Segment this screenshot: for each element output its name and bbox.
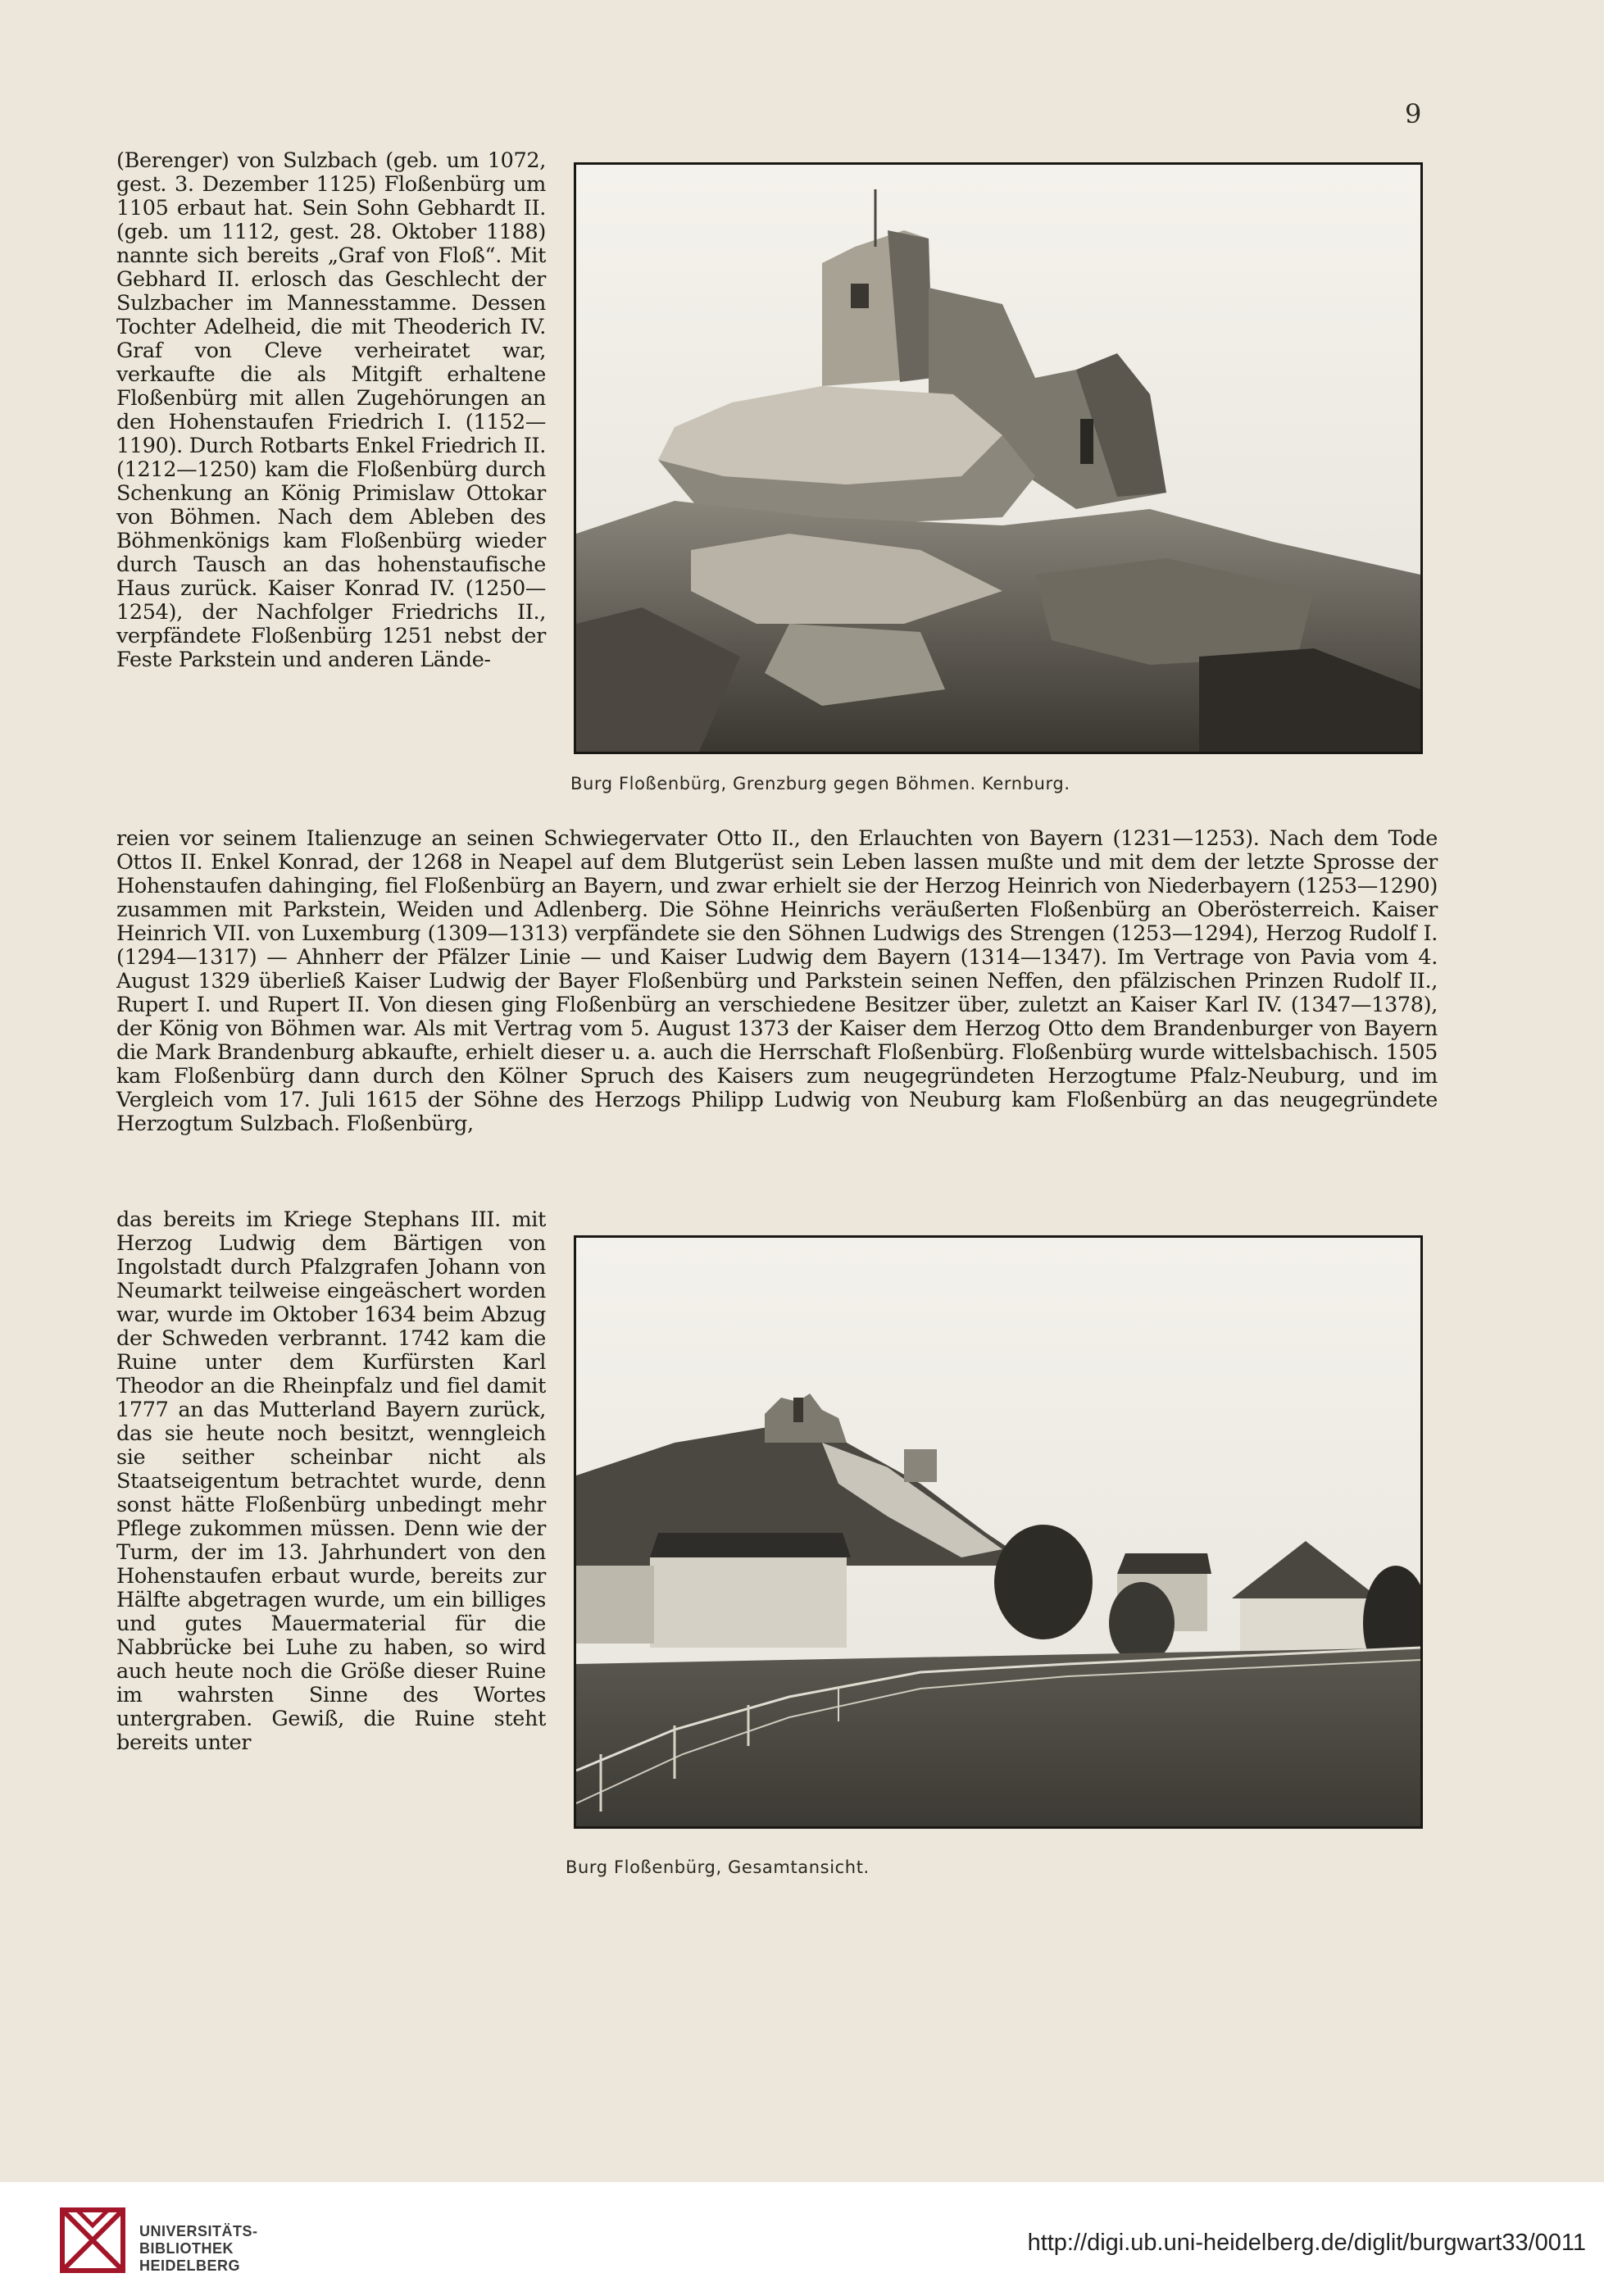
- source-url-link[interactable]: http://digi.ub.uni-heidelberg.de/diglit/burgwart33/0011: [1027, 2230, 1586, 2256]
- university-library-logo-icon: [57, 2205, 128, 2276]
- body-text-full-width: [116, 827, 1438, 1136]
- library-name-line: HEIDELBERG: [139, 2257, 241, 2274]
- photo-castle-keep: [574, 162, 1423, 754]
- figure-caption: Burg Floßenbürg, Gesamtansicht.: [566, 1857, 870, 1877]
- library-name: [139, 2223, 258, 2275]
- body-paragraph: reien vor seinem Italienzuge an seinen Schwiegervater Otto II., den Erlauchten von Bayern (1231—1253). Nach dem Tode Ottos II. Enkel Konrad, der 1268 in Neapel auf dem Blutgerüst sein Leben lassen mußte und mit dem der letzte Sprosse der Hohenstaufen dahinging, fiel Floßenbürg an Bayern, und zwar erhielt sie der Herzog Heinrich von Niederbayern (1253—1290) zusammen mit Parkstein, Weiden und Adlenberg. Die Söhne Heinrichs veräußerten Floßenbürg an Oberösterreich. Kaiser Heinrich VII. von Luxemburg (1309—1313) verpfändete sie den Söhnen Ludwigs des Strengen (1253—1294), Herzog Rudolf I. (1294—1317) — Ahnherr der Pfälzer Linie — und Kaiser Ludwig dem Bayern (1314—1347). Im Vertrage von Pavia vom 4. August 1329 überließ Kaiser Ludwig der Bayer Floßenbürg und Parkstein seinen Neffen, den pfälzischen Prinzen Rudolf II., Rupert I. und Rupert II. Von diesen ging Floßenbürg an verschiedene Besitzer über, zuletzt an Kaiser Karl IV. (1347—1378), der König von Böhmen war. Als mit Vertrag vom 5. August 1373 der Kaiser dem Herzog Otto dem Brandenburger von Bayern die Mark Brandenburg abkaufte, erhielt dieser u. a. auch die Herrschaft Floßenbürg. Floßenbürg wurde wittelsbachisch. 1505 kam Floßenbürg dann durch den Kölner Spruch des Kaisers zum neugegründeten Herzogtume Pfalz-Neuburg, und im Vergleich vom 17. Juli 1615 der Söhne des Herzogs Philipp Ludwig von Neuburg kam Floßenbürg an das neugegründete Herzogtum Sulzbach. Floßenbürg,: [116, 826, 1438, 1136]
- library-name-line: BIBLIOTHEK: [139, 2240, 234, 2257]
- body-paragraph: (Berenger) von Sulzbach (geb. um 1072, gest. 3. Dezember 1125) Floßenbürg um 1105 erbaut hat. Sein Sohn Gebhardt II. (geb. um 1112, gest. 28. Oktober 1188) nannte sich bereits „Graf von Floß“. Mit Gebhard II. erlosch das Geschlecht der Sulzbacher im Mannesstamme. Dessen Tochter Adelheid, die mit Theoderich IV. Graf von Cleve verheiratet war, verkaufte die als Mitgift erhaltene Floßenbürg mit allen Zugehörungen an den Hohenstaufen Friedrich I. (1152—1190). Durch Rotbarts Enkel Friedrich II. (1212—1250) kam die Floßenbürg durch Schenkung an König Primislaw Ottokar von Böhmen. Nach dem Ableben des Böhmenkönigs kam Floßenbürg wieder durch Tausch an das hohenstaufische Haus zurück. Kaiser Konrad IV. (1250—1254), der Nachfolger Friedrichs II., verpfändete Floßenbürg 1251 nebst der Feste Parkstein und anderen Lände-: [116, 148, 546, 672]
- body-text-column-bottom: [116, 1208, 546, 1755]
- body-text-column-top: [116, 149, 546, 672]
- library-name-line: UNIVERSITÄTS-: [139, 2223, 258, 2239]
- source-url[interactable]: [1028, 2230, 1586, 2257]
- figure-caption: Burg Floßenbürg, Grenzburg gegen Böhmen. Kernburg.: [570, 774, 1070, 793]
- page-number: 9: [1405, 98, 1422, 130]
- body-paragraph: das bereits im Kriege Stephans III. mit Herzog Ludwig dem Bärtigen von Ingolstadt durch Pfalzgrafen Johann von Neumarkt teilweise eingeäschert worden war, wurde im Oktober 1634 beim Abzug der Schweden verbrannt. 1742 kam die Ruine unter dem Kurfürsten Karl Theodor an die Rheinpfalz und fiel damit 1777 an das Mutterland Bayern zurück, das sie heute noch besitzt, wenngleich sie seither scheinbar nicht als Staatseigentum betrachtet wurde, denn sonst hätte Floßenbürg unbedingt mehr Pflege zukommen müssen. Denn wie der Turm, der im 13. Jahrhundert von den Hohenstaufen erbaut wurde, bereits zur Hälfte abgetragen wurde, um ein billiges und gutes Mauermaterial für die Nabbrücke bei Luhe zu haben, so wird auch heute noch die Größe dieser Ruine im wahrsten Sinne des Wortes untergraben. Gewiß, die Ruine steht bereits unter: [116, 1207, 546, 1755]
- photo-castle-overview: [574, 1235, 1423, 1829]
